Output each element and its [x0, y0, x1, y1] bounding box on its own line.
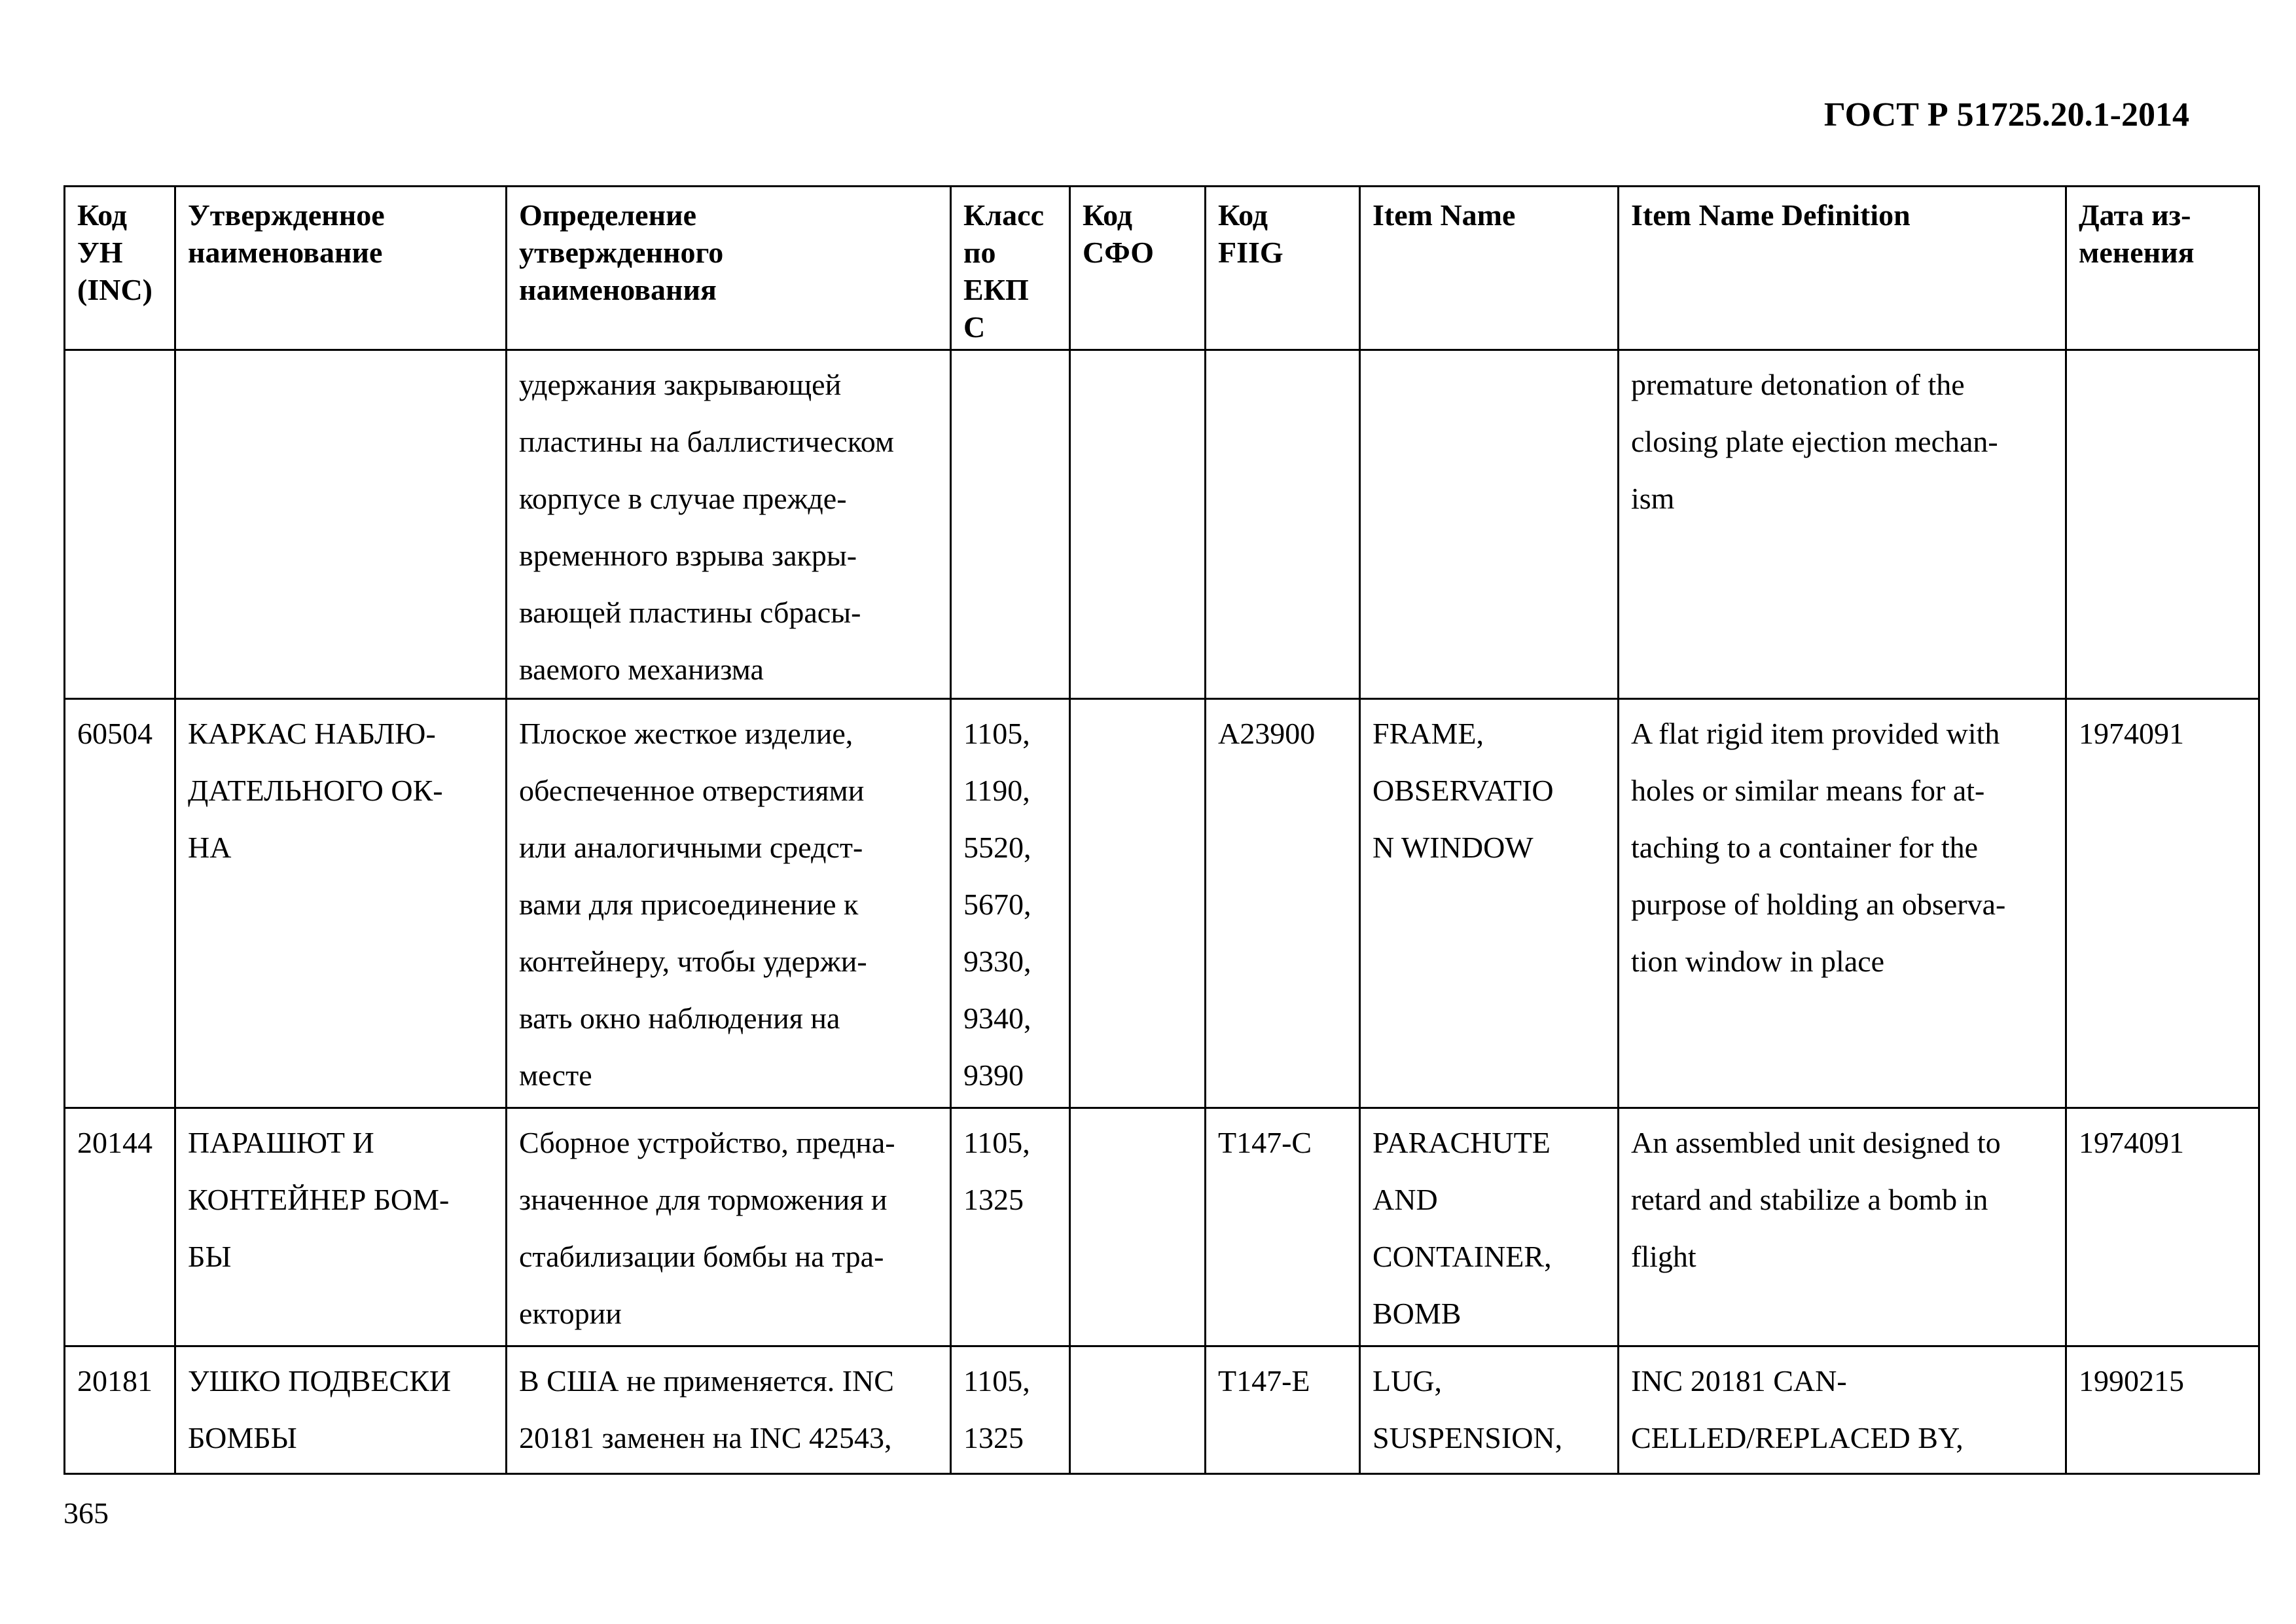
cell-item-name	[1360, 350, 1619, 699]
cell-line: корпусе в случае прежде-	[519, 482, 847, 515]
table-row	[65, 350, 2259, 699]
header-cell	[175, 187, 507, 350]
cell-sfo-code	[1070, 1346, 1206, 1474]
cell-line: или аналогичными средст-	[519, 831, 863, 864]
cell-line: 1974091	[2079, 1126, 2184, 1159]
cell-line: утвержденного	[519, 236, 724, 269]
cell-line: временного взрыва закры-	[519, 539, 857, 572]
cell-line: 20181 заменен на INC 42543,	[519, 1421, 892, 1454]
cell-line: FRAME,	[1372, 717, 1484, 750]
cell-line: БЫ	[188, 1240, 232, 1273]
cell-approved-name	[175, 1346, 507, 1474]
cell-item-name	[1360, 1108, 1619, 1346]
cell-line: Класс	[963, 198, 1044, 232]
cell-change-date	[2066, 350, 2259, 699]
cell-line: ектории	[519, 1297, 622, 1330]
cell-line: taching to a container for the	[1631, 831, 1979, 864]
classification-table	[63, 185, 2260, 1475]
cell-line: N WINDOW	[1372, 831, 1534, 864]
cell-item-definition	[1619, 699, 2066, 1108]
cell-approved-name	[175, 350, 507, 699]
cell-line: flight	[1631, 1240, 1696, 1273]
table-row	[65, 699, 2259, 1108]
cell-line: OBSERVATIO	[1372, 774, 1554, 807]
cell-line: A23900	[1218, 717, 1316, 750]
cell-line: Код	[1218, 198, 1268, 232]
cell-approved-name	[175, 699, 507, 1108]
header-cell	[1206, 187, 1360, 350]
cell-line: PARACHUTE	[1372, 1126, 1551, 1159]
cell-line: В США не применяется. INC	[519, 1364, 894, 1398]
cell-fiig-code	[1206, 350, 1360, 699]
header-cell	[507, 187, 951, 350]
document-code: ГОСТ Р 51725.20.1-2014	[1823, 96, 2189, 134]
cell-sfo-code	[1070, 699, 1206, 1108]
cell-definition-ru	[507, 1346, 951, 1474]
cell-line: holes or similar means for at-	[1631, 774, 1985, 807]
cell-line: Код	[77, 198, 128, 232]
cell-line: менения	[2079, 236, 2195, 269]
cell-line: 20181	[77, 1364, 152, 1398]
cell-class	[951, 1108, 1070, 1346]
cell-line: 1105,	[963, 1126, 1030, 1159]
cell-line: 1105,	[963, 1364, 1030, 1398]
cell-item-definition	[1619, 350, 2066, 699]
cell-item-name	[1360, 1346, 1619, 1474]
cell-approved-name	[175, 1108, 507, 1346]
cell-line: (INC)	[77, 273, 152, 306]
cell-class	[951, 1346, 1070, 1474]
cell-line: An assembled unit designed to	[1631, 1126, 2001, 1159]
cell-definition-ru	[507, 350, 951, 699]
cell-line: значенное для торможения и	[519, 1183, 888, 1216]
cell-line: 1105,	[963, 717, 1030, 750]
cell-line: BOMB	[1372, 1297, 1462, 1330]
cell-line: retard and stabilize a bomb in	[1631, 1183, 1988, 1216]
cell-line: УН	[77, 236, 123, 269]
table-row	[65, 1346, 2259, 1474]
cell-line: premature detonation of the	[1631, 368, 1965, 401]
cell-line: AND	[1372, 1183, 1438, 1216]
header-cell	[1360, 187, 1619, 350]
cell-change-date	[2066, 1346, 2259, 1474]
cell-sfo-code	[1070, 350, 1206, 699]
cell-line: вами для присоединение к	[519, 888, 859, 921]
cell-item-name	[1360, 699, 1619, 1108]
cell-line: ПАРАШЮТ И	[188, 1126, 374, 1159]
cell-inc-code	[65, 1108, 175, 1346]
cell-line: SUSPENSION,	[1372, 1421, 1563, 1454]
cell-fiig-code	[1206, 699, 1360, 1108]
cell-line: наименование	[188, 236, 383, 269]
cell-line: 1974091	[2079, 717, 2184, 750]
cell-line: Item Name	[1372, 198, 1516, 232]
cell-line: ism	[1631, 482, 1675, 515]
cell-line: обеспеченное отверстиями	[519, 774, 865, 807]
cell-definition-ru	[507, 1108, 951, 1346]
cell-line: ваемого механизма	[519, 653, 764, 686]
cell-line: ДАТЕЛЬНОГО ОК-	[188, 774, 443, 807]
cell-line: СФО	[1083, 236, 1155, 269]
cell-class	[951, 350, 1070, 699]
cell-line: по	[963, 236, 996, 269]
cell-line: CELLED/REPLACED BY,	[1631, 1421, 1964, 1454]
cell-line: Плоское жесткое изделие,	[519, 717, 853, 750]
cell-line: месте	[519, 1058, 592, 1092]
cell-line: Код	[1083, 198, 1133, 232]
cell-line: 5670,	[963, 888, 1031, 921]
cell-class	[951, 699, 1070, 1108]
cell-fiig-code	[1206, 1108, 1360, 1346]
cell-inc-code	[65, 1346, 175, 1474]
cell-change-date	[2066, 1108, 2259, 1346]
header-cell	[951, 187, 1070, 350]
cell-item-definition	[1619, 1108, 2066, 1346]
cell-line: T147-C	[1218, 1126, 1312, 1159]
cell-line: purpose of holding an observa-	[1631, 888, 2006, 921]
cell-line: 1990215	[2079, 1364, 2184, 1398]
cell-line: Дата из-	[2079, 198, 2191, 232]
cell-line: стабилизации бомбы на тра-	[519, 1240, 884, 1273]
cell-line: С	[963, 310, 986, 344]
cell-line: Определение	[519, 198, 697, 232]
cell-line: контейнеру, чтобы удержи-	[519, 945, 867, 978]
page-number: 365	[63, 1496, 109, 1530]
cell-line: 1325	[963, 1183, 1024, 1216]
cell-line: КАРКАС НАБЛЮ-	[188, 717, 436, 750]
cell-line: CONTAINER,	[1372, 1240, 1552, 1273]
cell-inc-code	[65, 350, 175, 699]
cell-line: Сборное устройство, предна-	[519, 1126, 895, 1159]
cell-line: пластины на баллистическом	[519, 425, 894, 458]
cell-change-date	[2066, 699, 2259, 1108]
cell-line: 5520,	[963, 831, 1031, 864]
cell-inc-code	[65, 699, 175, 1108]
cell-line: УШКО ПОДВЕСКИ	[188, 1364, 452, 1398]
cell-line: 9330,	[963, 945, 1031, 978]
cell-line: удержания закрывающей	[519, 368, 842, 401]
cell-line: 20144	[77, 1126, 152, 1159]
cell-line: 1190,	[963, 774, 1030, 807]
cell-line: closing plate ejection mechan-	[1631, 425, 1998, 458]
cell-line: 60504	[77, 717, 152, 750]
cell-line: БОМБЫ	[188, 1421, 297, 1454]
cell-line: КОНТЕЙНЕР БОМ-	[188, 1183, 450, 1216]
cell-item-definition	[1619, 1346, 2066, 1474]
cell-line: 9390	[963, 1058, 1024, 1092]
cell-fiig-code	[1206, 1346, 1360, 1474]
header-row	[65, 187, 2259, 350]
cell-sfo-code	[1070, 1108, 1206, 1346]
cell-line: FIIG	[1218, 236, 1283, 269]
cell-line: T147-E	[1218, 1364, 1310, 1398]
cell-line: INC 20181 CAN-	[1631, 1364, 1847, 1398]
cell-line: вающей пластины сбрасы-	[519, 596, 861, 629]
table-row	[65, 1108, 2259, 1346]
cell-definition-ru	[507, 699, 951, 1108]
header-cell	[1070, 187, 1206, 350]
header-cell	[2066, 187, 2259, 350]
cell-line: A flat rigid item provided with	[1631, 717, 2000, 750]
cell-line: Item Name Definition	[1631, 198, 1910, 232]
cell-line: ЕКП	[963, 273, 1029, 306]
cell-line: наименования	[519, 273, 717, 306]
cell-line: НА	[188, 831, 232, 864]
cell-line: Утвержденное	[188, 198, 385, 232]
cell-line: LUG,	[1372, 1364, 1443, 1398]
header-cell	[1619, 187, 2066, 350]
cell-line: вать окно наблюдения на	[519, 1001, 840, 1035]
cell-line: tion window in place	[1631, 945, 1885, 978]
cell-line: 9340,	[963, 1001, 1031, 1035]
cell-line: 1325	[963, 1421, 1024, 1454]
header-cell	[65, 187, 175, 350]
